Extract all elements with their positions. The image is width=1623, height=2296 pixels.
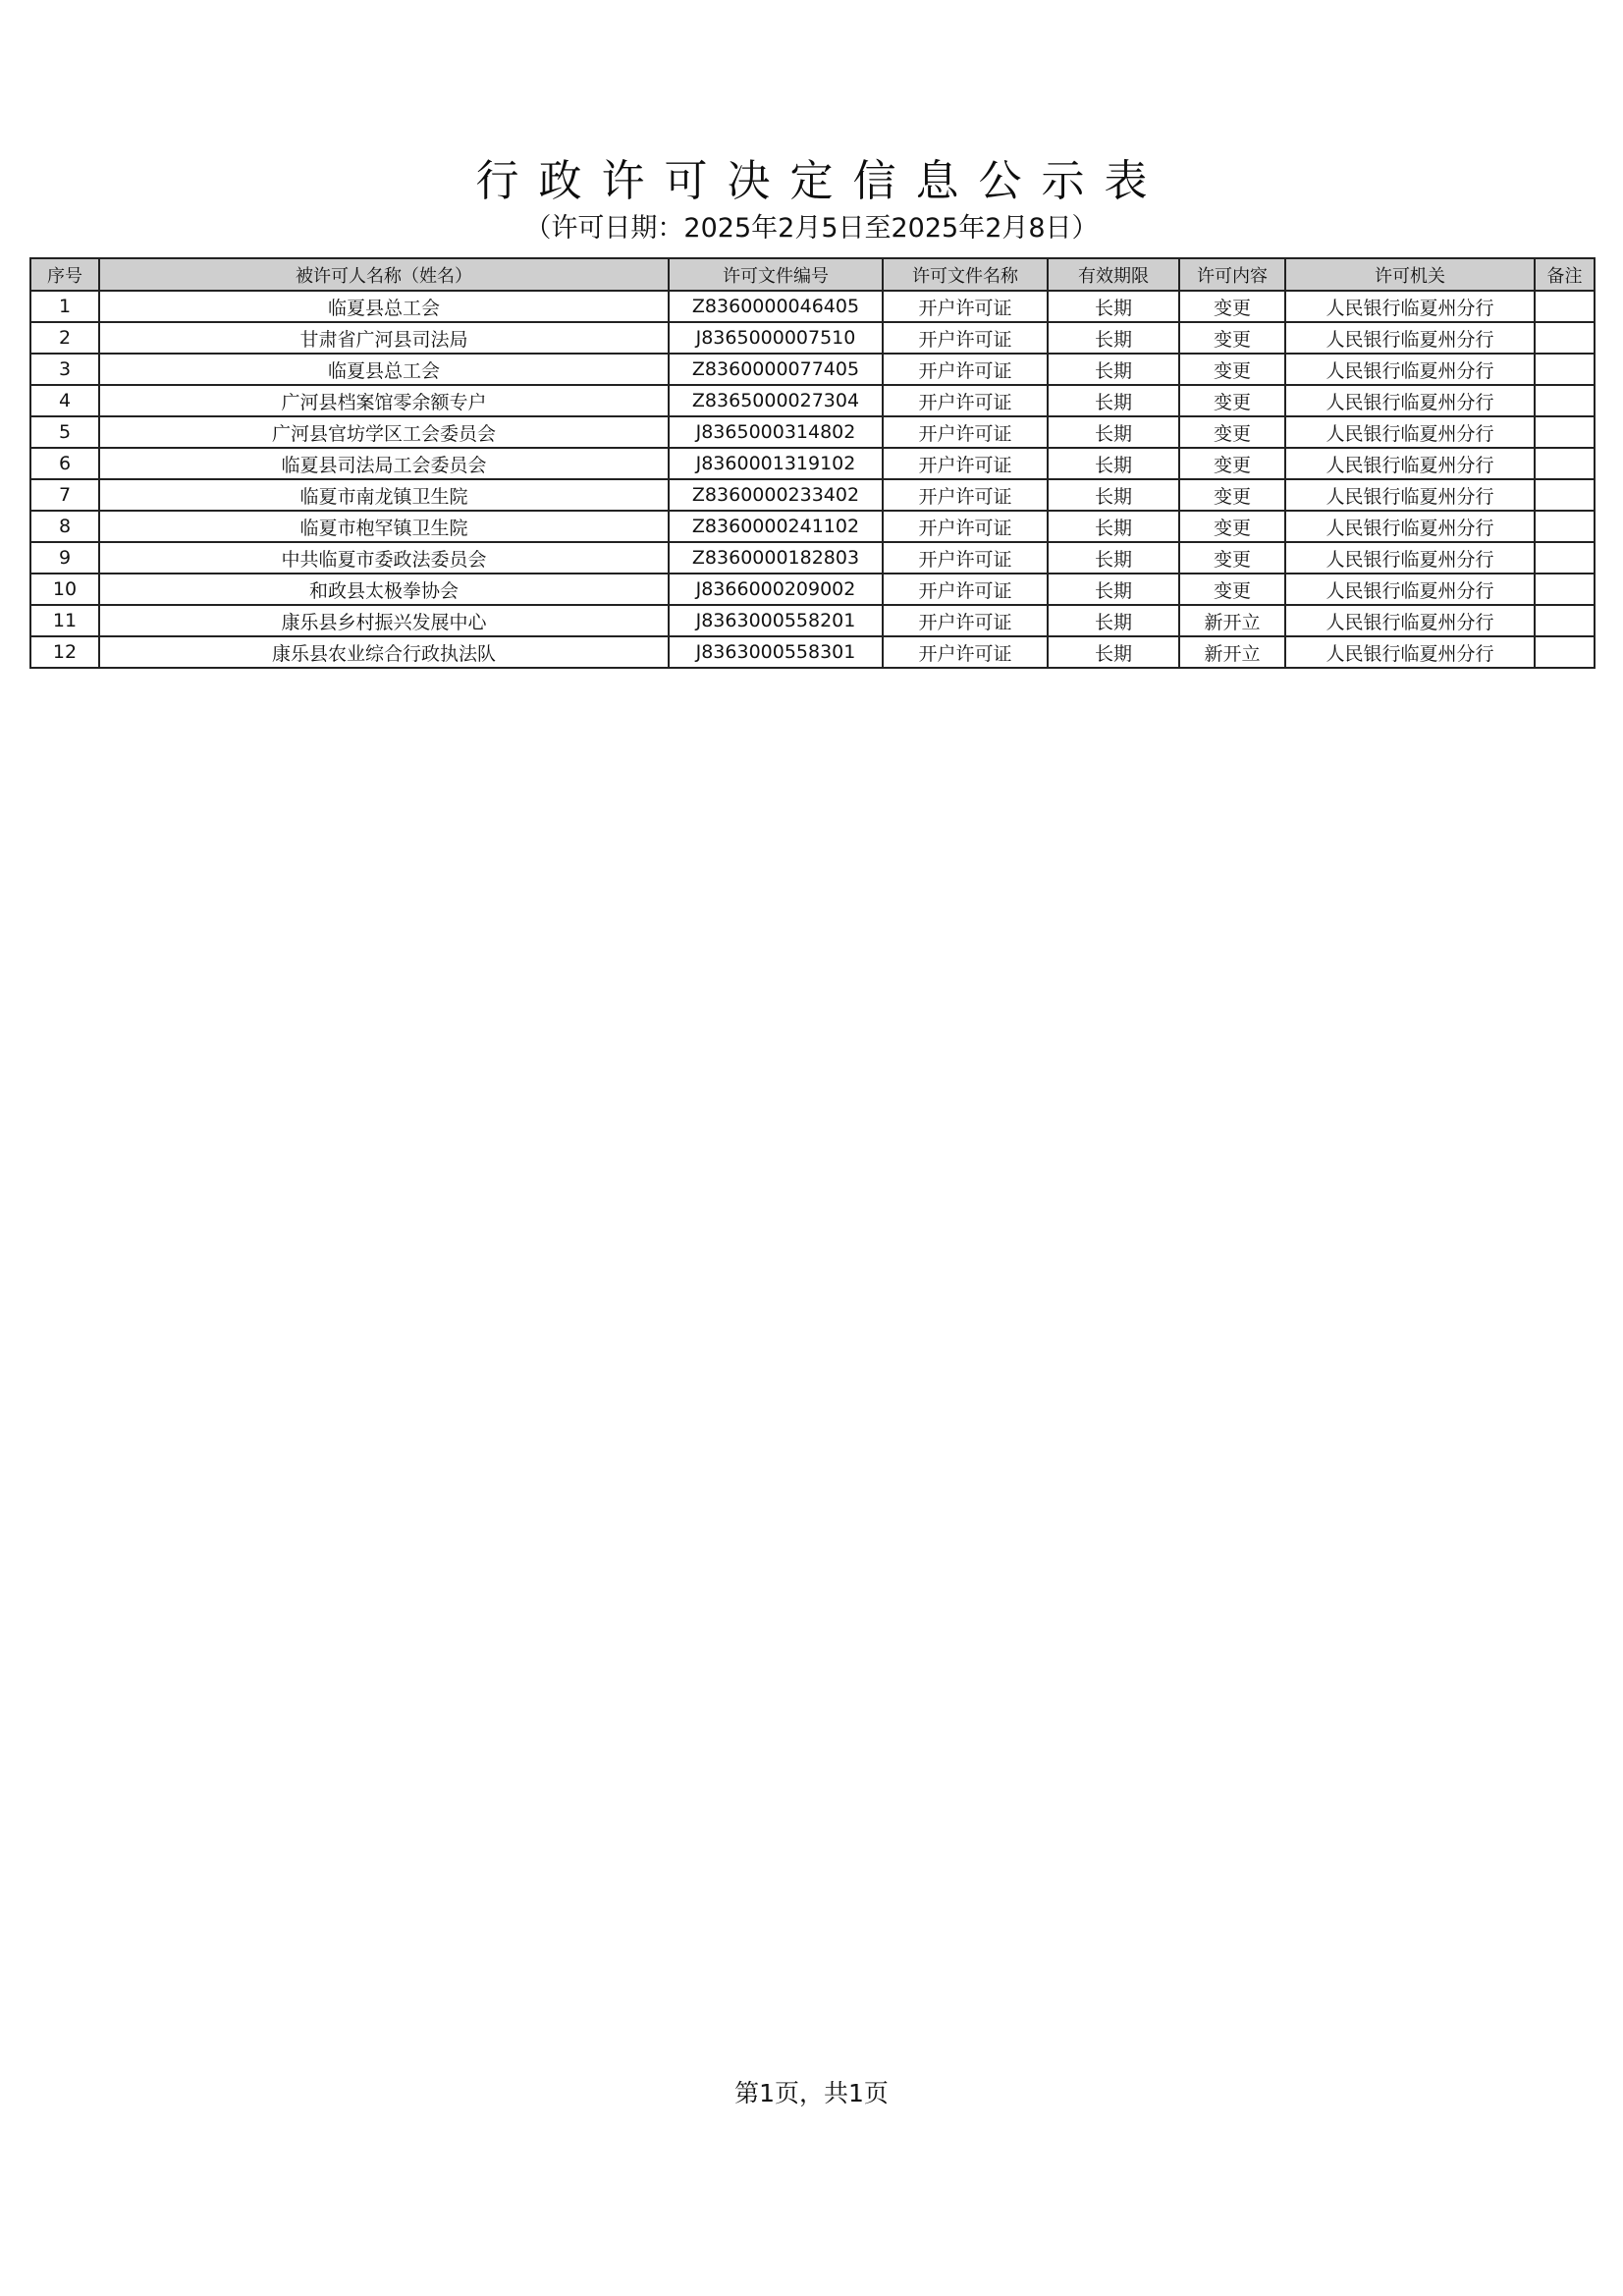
cell-licensee-name: 康乐县乡村振兴发展中心 <box>99 605 669 636</box>
page-title: 行政许可决定信息公示表 <box>475 156 1167 206</box>
cell-doc-name: 开户许可证 <box>883 542 1048 574</box>
cell-authority: 人民银行临夏州分行 <box>1285 574 1535 605</box>
cell-doc-name: 开户许可证 <box>883 385 1048 416</box>
cell-content: 变更 <box>1179 322 1285 354</box>
cell-content: 新开立 <box>1179 605 1285 636</box>
table-row <box>30 636 1595 668</box>
cell-content: 新开立 <box>1179 636 1285 668</box>
cell-doc-number: J8360001319102 <box>669 448 883 479</box>
cell-licensee-name: 广河县档案馆零余额专户 <box>99 385 669 416</box>
cell-seq: 3 <box>30 354 99 385</box>
cell-doc-name: 开户许可证 <box>883 354 1048 385</box>
table-row <box>30 605 1595 636</box>
cell-remarks <box>1535 385 1595 416</box>
cell-remarks <box>1535 574 1595 605</box>
cell-doc-name: 开户许可证 <box>883 605 1048 636</box>
cell-validity: 长期 <box>1048 448 1179 479</box>
cell-remarks <box>1535 511 1595 542</box>
cell-authority: 人民银行临夏州分行 <box>1285 416 1535 448</box>
cell-seq: 5 <box>30 416 99 448</box>
cell-seq: 10 <box>30 574 99 605</box>
cell-authority: 人民银行临夏州分行 <box>1285 291 1535 322</box>
table-row <box>30 542 1595 574</box>
table-body <box>30 291 1595 668</box>
table-row <box>30 416 1595 448</box>
cell-doc-number: J8365000007510 <box>669 322 883 354</box>
table-row <box>30 354 1595 385</box>
permit-table <box>29 257 1596 669</box>
cell-doc-name: 开户许可证 <box>883 291 1048 322</box>
cell-content: 变更 <box>1179 479 1285 511</box>
cell-content: 变更 <box>1179 291 1285 322</box>
cell-seq: 6 <box>30 448 99 479</box>
cell-seq: 1 <box>30 291 99 322</box>
cell-validity: 长期 <box>1048 385 1179 416</box>
cell-doc-name: 开户许可证 <box>883 636 1048 668</box>
cell-authority: 人民银行临夏州分行 <box>1285 322 1535 354</box>
cell-doc-number: J8363000558301 <box>669 636 883 668</box>
cell-validity: 长期 <box>1048 574 1179 605</box>
cell-validity: 长期 <box>1048 354 1179 385</box>
cell-doc-name: 开户许可证 <box>883 416 1048 448</box>
cell-remarks <box>1535 322 1595 354</box>
table-row <box>30 322 1595 354</box>
cell-seq: 11 <box>30 605 99 636</box>
column-header-doc-name: 许可文件名称 <box>883 258 1048 291</box>
table-row <box>30 479 1595 511</box>
cell-licensee-name: 临夏县司法局工会委员会 <box>99 448 669 479</box>
cell-seq: 12 <box>30 636 99 668</box>
cell-validity: 长期 <box>1048 542 1179 574</box>
cell-validity: 长期 <box>1048 291 1179 322</box>
cell-remarks <box>1535 448 1595 479</box>
cell-doc-number: Z8360000233402 <box>669 479 883 511</box>
cell-remarks <box>1535 291 1595 322</box>
cell-remarks <box>1535 479 1595 511</box>
cell-authority: 人民银行临夏州分行 <box>1285 511 1535 542</box>
cell-authority: 人民银行临夏州分行 <box>1285 636 1535 668</box>
cell-content: 变更 <box>1179 542 1285 574</box>
cell-licensee-name: 临夏县总工会 <box>99 354 669 385</box>
cell-authority: 人民银行临夏州分行 <box>1285 542 1535 574</box>
cell-seq: 8 <box>30 511 99 542</box>
cell-authority: 人民银行临夏州分行 <box>1285 605 1535 636</box>
cell-remarks <box>1535 605 1595 636</box>
page-subtitle: （许可日期：2025年2月5日至2025年2月8日） <box>524 213 1099 244</box>
table-header <box>30 258 1595 291</box>
cell-licensee-name: 广河县官坊学区工会委员会 <box>99 416 669 448</box>
cell-doc-name: 开户许可证 <box>883 322 1048 354</box>
cell-content: 变更 <box>1179 354 1285 385</box>
column-header-doc-number: 许可文件编号 <box>669 258 883 291</box>
cell-validity: 长期 <box>1048 479 1179 511</box>
column-header-authority: 许可机关 <box>1285 258 1535 291</box>
cell-authority: 人民银行临夏州分行 <box>1285 385 1535 416</box>
cell-seq: 2 <box>30 322 99 354</box>
page-footer: 第1页，共1页 <box>734 2079 889 2107</box>
table-row <box>30 511 1595 542</box>
cell-content: 变更 <box>1179 511 1285 542</box>
cell-doc-number: Z8360000077405 <box>669 354 883 385</box>
cell-remarks <box>1535 354 1595 385</box>
cell-doc-number: J8365000314802 <box>669 416 883 448</box>
cell-doc-name: 开户许可证 <box>883 479 1048 511</box>
cell-content: 变更 <box>1179 385 1285 416</box>
table-row <box>30 385 1595 416</box>
cell-authority: 人民银行临夏州分行 <box>1285 479 1535 511</box>
cell-validity: 长期 <box>1048 511 1179 542</box>
cell-content: 变更 <box>1179 416 1285 448</box>
cell-validity: 长期 <box>1048 416 1179 448</box>
cell-licensee-name: 中共临夏市委政法委员会 <box>99 542 669 574</box>
cell-seq: 7 <box>30 479 99 511</box>
table-row <box>30 448 1595 479</box>
header-row <box>30 258 1595 291</box>
table-row <box>30 291 1595 322</box>
cell-licensee-name: 临夏市南龙镇卫生院 <box>99 479 669 511</box>
cell-doc-number: Z8360000241102 <box>669 511 883 542</box>
cell-authority: 人民银行临夏州分行 <box>1285 448 1535 479</box>
cell-seq: 9 <box>30 542 99 574</box>
cell-doc-number: Z8360000046405 <box>669 291 883 322</box>
column-header-seq: 序号 <box>30 258 99 291</box>
cell-remarks <box>1535 416 1595 448</box>
cell-licensee-name: 和政县太极拳协会 <box>99 574 669 605</box>
cell-validity: 长期 <box>1048 636 1179 668</box>
cell-seq: 4 <box>30 385 99 416</box>
cell-licensee-name: 临夏县总工会 <box>99 291 669 322</box>
cell-validity: 长期 <box>1048 322 1179 354</box>
column-header-licensee-name: 被许可人名称（姓名） <box>99 258 669 291</box>
cell-content: 变更 <box>1179 448 1285 479</box>
cell-doc-number: Z8365000027304 <box>669 385 883 416</box>
cell-content: 变更 <box>1179 574 1285 605</box>
cell-remarks <box>1535 636 1595 668</box>
cell-doc-name: 开户许可证 <box>883 448 1048 479</box>
cell-remarks <box>1535 542 1595 574</box>
cell-licensee-name: 康乐县农业综合行政执法队 <box>99 636 669 668</box>
cell-licensee-name: 临夏市枹罕镇卫生院 <box>99 511 669 542</box>
cell-authority: 人民银行临夏州分行 <box>1285 354 1535 385</box>
cell-doc-number: J8366000209002 <box>669 574 883 605</box>
cell-doc-number: J8363000558201 <box>669 605 883 636</box>
cell-validity: 长期 <box>1048 605 1179 636</box>
cell-licensee-name: 甘肃省广河县司法局 <box>99 322 669 354</box>
table-row <box>30 574 1595 605</box>
cell-doc-number: Z8360000182803 <box>669 542 883 574</box>
cell-doc-name: 开户许可证 <box>883 511 1048 542</box>
column-header-content: 许可内容 <box>1179 258 1285 291</box>
cell-doc-name: 开户许可证 <box>883 574 1048 605</box>
column-header-validity: 有效期限 <box>1048 258 1179 291</box>
column-header-remarks: 备注 <box>1535 258 1595 291</box>
